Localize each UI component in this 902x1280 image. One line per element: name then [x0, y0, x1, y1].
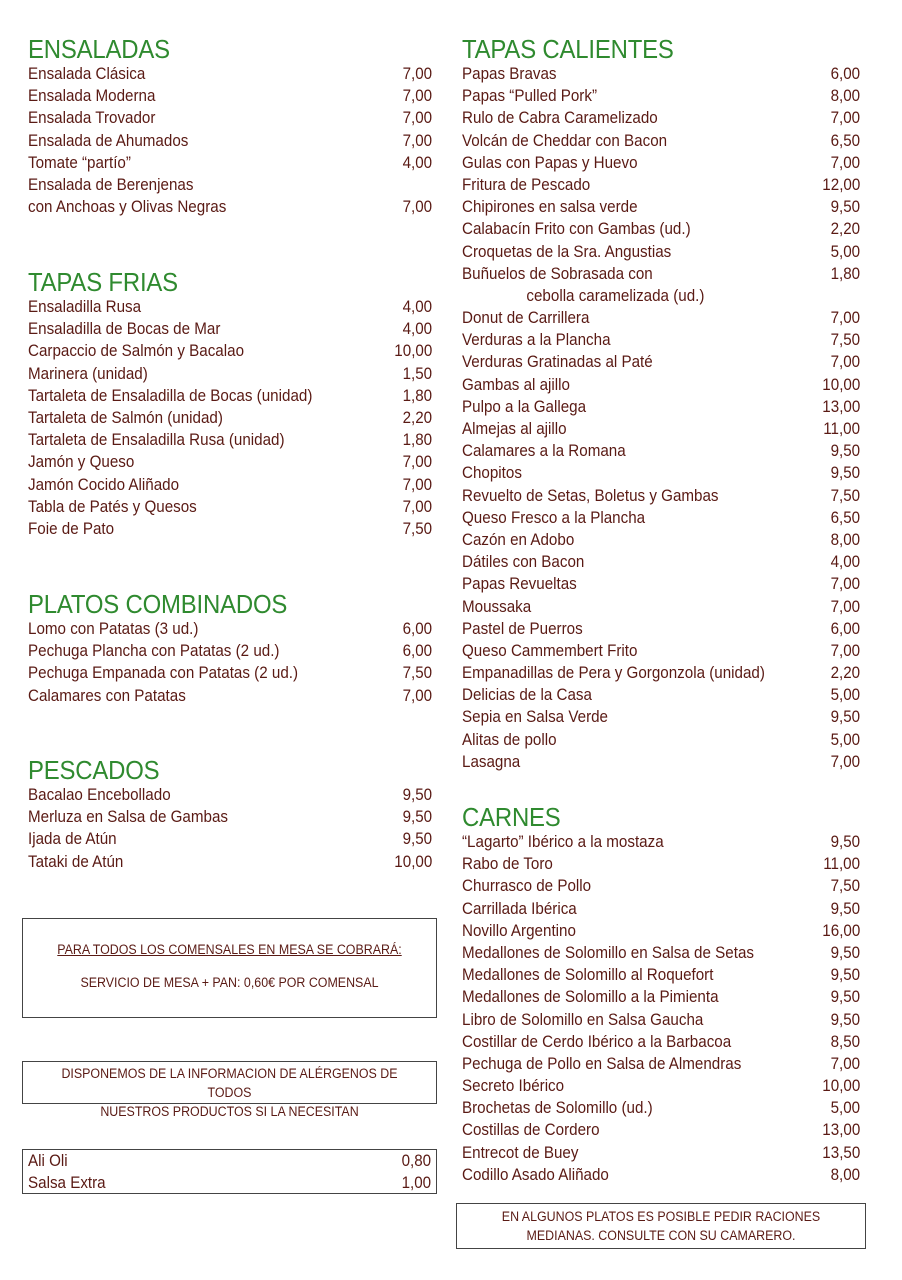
menu-item — [28, 296, 432, 318]
item-price: 10,00 — [394, 852, 432, 871]
allergens-line-2: NUESTROS PRODUCTOS SI LA NECESITAN — [100, 1104, 359, 1119]
item-price: 2,20 — [830, 220, 860, 239]
item-price: 7,00 — [402, 109, 432, 128]
item-name: Verduras Gratinadas al Paté — [462, 353, 653, 372]
item-price: 7,00 — [402, 453, 432, 472]
item-name: Rulo de Cabra Caramelizado — [462, 109, 658, 128]
menu-item — [28, 174, 432, 196]
menu-item — [28, 518, 432, 540]
item-price: 9,50 — [830, 198, 860, 217]
item-name: Medallones de Solomillo en Salsa de Setas — [462, 943, 754, 962]
menu-item — [462, 1031, 860, 1053]
item-price: 8,00 — [830, 87, 860, 106]
item-name: Foie de Pato — [28, 519, 115, 538]
section-carnes — [462, 803, 860, 1186]
item-name: Queso Cammembert Frito — [462, 641, 638, 660]
menu-item — [462, 218, 860, 240]
menu-item — [462, 485, 860, 507]
menu-item — [462, 351, 860, 373]
item-name: Queso Fresco a la Plancha — [462, 508, 646, 527]
menu-item — [462, 130, 860, 152]
item-price: 1,80 — [402, 431, 432, 450]
item-name: Secreto Ibérico — [462, 1077, 565, 1096]
menu-item — [28, 407, 432, 429]
item-name: Tartaleta de Salmón (unidad) — [28, 408, 223, 427]
item-price: 9,50 — [830, 833, 860, 851]
menu-item — [462, 462, 860, 484]
item-price: 7,00 — [830, 597, 860, 616]
item-price: 6,00 — [402, 642, 432, 661]
menu-item — [462, 1097, 860, 1119]
item-price: 1,50 — [402, 364, 432, 383]
item-name: Pastel de Puerros — [462, 619, 583, 638]
menu-item — [462, 640, 860, 662]
item-price: 9,50 — [830, 899, 860, 918]
item-price: 7,00 — [830, 641, 860, 660]
service-charge-notice — [22, 918, 437, 1018]
item-price: 5,00 — [830, 242, 860, 261]
menu-item — [28, 851, 432, 873]
menu-item — [28, 496, 432, 518]
menu-item — [462, 662, 860, 684]
item-price: 7,00 — [402, 131, 432, 150]
item-price: 10,00 — [822, 1077, 860, 1096]
item-price: 12,00 — [822, 175, 860, 194]
item-name: “Lagarto” Ibérico a la mostaza — [462, 833, 664, 851]
section-title: TAPAS FRIAS — [28, 267, 178, 297]
menu-item — [462, 440, 860, 462]
item-name: Tartaleta de Ensaladilla Rusa (unidad) — [28, 431, 285, 450]
menu-item — [28, 385, 432, 407]
menu-item — [28, 784, 432, 806]
item-price: 7,00 — [830, 309, 860, 328]
item-price: 9,50 — [830, 988, 860, 1007]
item-name: Pechuga de Pollo en Salsa de Almendras — [462, 1054, 742, 1073]
item-name: Chipirones en salsa verde — [462, 198, 638, 217]
item-name: Tartaleta de Ensaladilla de Bocas (unidad) — [28, 386, 313, 405]
menu-item — [462, 1009, 860, 1031]
section-title: ENSALADAS — [28, 34, 170, 64]
menu-item — [28, 662, 432, 684]
item-price: 13,00 — [822, 1121, 860, 1140]
item-price: 7,00 — [402, 497, 432, 516]
menu-item — [462, 285, 860, 307]
item-price: 4,00 — [830, 553, 860, 572]
item-name: Ijada de Atún — [28, 830, 117, 849]
menu-item — [462, 596, 860, 618]
service-charge-detail: SERVICIO DE MESA + PAN: 0,60€ POR COMENSAL — [80, 975, 379, 990]
item-price: 5,00 — [830, 1099, 860, 1118]
item-name: Calabacín Frito con Gambas (ud.) — [462, 220, 691, 239]
item-name: Entrecot de Buey — [462, 1143, 579, 1162]
menu-item — [462, 307, 860, 329]
menu-item — [462, 196, 860, 218]
menu-item — [462, 63, 860, 85]
item-price: 4,00 — [402, 153, 432, 172]
item-price: 6,50 — [830, 508, 860, 527]
item-name: Alitas de pollo — [462, 730, 557, 749]
item-name: Chopitos — [462, 464, 522, 483]
item-name: Pechuga Plancha con Patatas (2 ud.) — [28, 642, 280, 661]
menu-item — [462, 374, 860, 396]
menu-item — [462, 853, 860, 875]
item-price: 1,80 — [402, 386, 432, 405]
item-price: 5,00 — [830, 730, 860, 749]
half-portion-line-2: MEDIANAS. CONSULTE CON SU CAMARERO. — [526, 1228, 796, 1243]
item-name: Cazón en Adobo — [462, 530, 575, 549]
section-ensaladas — [28, 35, 432, 218]
section-title: PLATOS COMBINADOS — [28, 589, 288, 619]
item-name: Ensalada de Ahumados — [28, 131, 189, 150]
item-name: Calamares a la Romana — [462, 442, 626, 461]
item-name: Fritura de Pescado — [462, 175, 591, 194]
item-price: 9,50 — [830, 943, 860, 962]
item-name: Revuelto de Setas, Boletus y Gambas — [462, 486, 719, 505]
item-price: 9,50 — [830, 1010, 860, 1029]
section-title: PESCADOS — [28, 755, 160, 785]
item-name: Medallones de Solomillo a la Pimienta — [462, 988, 719, 1007]
item-price: 7,50 — [830, 331, 860, 350]
item-name: Croquetas de la Sra. Angustias — [462, 242, 672, 261]
menu-item — [462, 263, 860, 285]
item-price: 9,50 — [402, 786, 432, 804]
menu-item — [28, 363, 432, 385]
menu-item — [462, 618, 860, 640]
menu-item — [462, 729, 860, 751]
menu-item — [462, 1053, 860, 1075]
item-name: Sepia en Salsa Verde — [462, 708, 609, 727]
item-name: Pulpo a la Gallega — [462, 397, 587, 416]
item-price: 4,00 — [402, 298, 432, 316]
item-price: 10,00 — [822, 375, 860, 394]
menu-item — [28, 429, 432, 451]
menu-item — [462, 85, 860, 107]
menu-item — [28, 340, 432, 362]
item-price: 7,00 — [830, 153, 860, 172]
item-price: 7,00 — [402, 475, 432, 494]
item-name: Salsa Extra — [28, 1173, 106, 1192]
section-tapas-calientes — [462, 35, 860, 773]
item-name: Lomo con Patatas (3 ud.) — [28, 620, 199, 638]
item-name: Ensalada Clásica — [28, 65, 146, 83]
menu-item — [28, 85, 432, 107]
menu-item — [462, 1119, 860, 1141]
menu-item — [28, 828, 432, 850]
item-price: 0,80 — [401, 1152, 431, 1170]
menu-item — [462, 174, 860, 196]
item-price: 7,50 — [830, 877, 860, 896]
item-name: Buñuelos de Sobrasada con — [462, 264, 653, 283]
menu-item — [462, 684, 860, 706]
item-price: 8,00 — [830, 1165, 860, 1184]
item-price: 13,50 — [822, 1143, 860, 1162]
item-price: 7,00 — [830, 353, 860, 372]
menu-item — [28, 107, 432, 129]
item-name: Bacalao Encebollado — [28, 786, 171, 804]
menu-item — [28, 618, 432, 640]
menu-item — [462, 1142, 860, 1164]
menu-item — [28, 451, 432, 473]
allergens-notice — [22, 1061, 437, 1119]
item-name: Brochetas de Solomillo (ud.) — [462, 1099, 653, 1118]
menu-item — [28, 196, 432, 218]
item-price: 11,00 — [823, 855, 860, 874]
item-price: 7,50 — [830, 486, 860, 505]
item-name: Gambas al ajillo — [462, 375, 570, 394]
item-name: Ensaladilla de Bocas de Mar — [28, 320, 221, 339]
item-price: 7,50 — [402, 519, 432, 538]
menu-list — [28, 784, 432, 873]
item-name: Tataki de Atún — [28, 852, 124, 871]
item-name: Merluza en Salsa de Gambas — [28, 808, 228, 827]
item-name: Ensalada de Berenjenas — [28, 175, 194, 194]
item-price: 2,20 — [830, 664, 860, 683]
item-name: Empanadillas de Pera y Gorgonzola (unidad) — [462, 664, 765, 683]
item-name: con Anchoas y Olivas Negras — [28, 198, 227, 217]
item-name: Ensaladilla Rusa — [28, 298, 142, 316]
item-price: 9,50 — [830, 442, 860, 461]
menu-item — [462, 107, 860, 129]
menu-item — [462, 964, 860, 986]
item-price: 11,00 — [823, 420, 860, 438]
menu-item — [462, 396, 860, 418]
item-name: Tabla de Patés y Quesos — [28, 497, 197, 516]
menu-item — [28, 806, 432, 828]
item-price: 7,00 — [830, 109, 860, 128]
item-name: Carpaccio de Salmón y Bacalao — [28, 342, 245, 361]
section-tapas-frias — [28, 268, 432, 540]
item-name: Jamón y Queso — [28, 453, 135, 472]
item-name: Carrillada Ibérica — [462, 899, 577, 918]
item-price: 7,00 — [830, 1054, 860, 1073]
item-price: 10,00 — [394, 342, 432, 361]
item-price: 4,00 — [402, 320, 432, 339]
item-price: 7,00 — [830, 575, 860, 594]
service-charge-heading: PARA TODOS LOS COMENSALES EN MESA SE COBRARÁ: — [57, 942, 402, 957]
menu-item — [462, 751, 860, 773]
item-name: Rabo de Toro — [462, 855, 553, 874]
item-name: Tomate “partío” — [28, 153, 131, 172]
item-price: 6,00 — [830, 619, 860, 638]
item-name: Verduras a la Plancha — [462, 331, 611, 350]
section-pescados — [28, 756, 432, 873]
allergens-line-1: DISPONEMOS DE LA INFORMACION DE ALÉRGENOS DE TODOS — [61, 1066, 398, 1100]
menu-item — [462, 942, 860, 964]
section-platos-combinados — [28, 590, 432, 707]
item-name: Ensalada Trovador — [28, 109, 156, 128]
menu-list — [462, 831, 860, 1186]
item-name: Costillar de Cerdo Ibérico a la Barbacoa — [462, 1032, 732, 1051]
item-price: 8,50 — [830, 1032, 860, 1051]
menu-item — [462, 831, 860, 853]
section-title: TAPAS CALIENTES — [462, 34, 674, 64]
item-name: Almejas al ajillo — [462, 420, 567, 438]
item-name: cebolla caramelizada (ud.) — [526, 286, 705, 305]
menu-list — [28, 296, 432, 540]
item-name: Jamón Cocido Aliñado — [28, 475, 180, 494]
item-name: Libro de Solomillo en Salsa Gaucha — [462, 1010, 704, 1029]
menu-item — [462, 418, 860, 440]
menu-item — [28, 685, 432, 707]
menu-item — [462, 986, 860, 1008]
item-name: Gulas con Papas y Huevo — [462, 153, 638, 172]
menu-item — [462, 573, 860, 595]
section-title: CARNES — [462, 802, 561, 832]
item-name: Lasagna — [462, 752, 521, 771]
item-name: Novillo Argentino — [462, 921, 576, 940]
menu-item — [462, 875, 860, 897]
item-price: 7,50 — [402, 664, 432, 683]
item-name: Medallones de Solomillo al Roquefort — [462, 966, 714, 985]
half-portion-line-1: EN ALGUNOS PLATOS ES POSIBLE PEDIR RACIONES — [501, 1209, 821, 1224]
item-name: Marinera (unidad) — [28, 364, 148, 383]
item-price: 9,50 — [402, 830, 432, 849]
menu-list — [462, 63, 860, 773]
item-name: Papas Revueltas — [462, 575, 577, 594]
menu-item — [462, 898, 860, 920]
menu-item — [462, 551, 860, 573]
menu-item — [462, 920, 860, 942]
item-name: Costillas de Cordero — [462, 1121, 600, 1140]
half-portion-notice — [456, 1203, 866, 1249]
item-price: 1,00 — [401, 1173, 431, 1192]
item-price: 7,00 — [402, 198, 432, 217]
item-name: Calamares con Patatas — [28, 686, 186, 705]
menu-item — [28, 640, 432, 662]
menu-list — [28, 618, 432, 707]
menu-item — [28, 63, 432, 85]
item-price: 8,00 — [830, 530, 860, 549]
menu-item — [462, 329, 860, 351]
item-name: Donut de Carrillera — [462, 309, 590, 328]
item-name: Papas Bravas — [462, 65, 557, 83]
item-price: 7,00 — [402, 87, 432, 106]
item-price: 6,50 — [830, 131, 860, 150]
item-price: 2,20 — [402, 408, 432, 427]
menu-item — [28, 474, 432, 496]
menu-item — [462, 529, 860, 551]
item-price: 6,00 — [830, 65, 860, 83]
item-price: 16,00 — [822, 921, 860, 940]
menu-item — [462, 706, 860, 728]
menu-item — [462, 241, 860, 263]
item-price: 9,50 — [830, 708, 860, 727]
menu-item — [28, 318, 432, 340]
item-price: 7,00 — [830, 752, 860, 771]
menu-item — [462, 507, 860, 529]
item-price: 9,50 — [402, 808, 432, 827]
item-price: 9,50 — [830, 464, 860, 483]
menu-item — [28, 152, 432, 174]
item-price: 9,50 — [830, 966, 860, 985]
item-name: Codillo Asado Aliñado — [462, 1165, 609, 1184]
item-price: 6,00 — [402, 620, 432, 638]
extras-box — [22, 1149, 437, 1194]
item-name: Dátiles con Bacon — [462, 553, 585, 572]
item-price: 5,00 — [830, 686, 860, 705]
menu-item — [462, 152, 860, 174]
menu-item — [28, 1151, 431, 1173]
item-price: 13,00 — [822, 397, 860, 416]
item-name: Moussaka — [462, 597, 532, 616]
menu-item — [28, 1173, 431, 1195]
item-name: Ali Oli — [28, 1152, 68, 1170]
item-price: 1,80 — [830, 264, 860, 283]
item-price: 7,00 — [402, 686, 432, 705]
item-name: Pechuga Empanada con Patatas (2 ud.) — [28, 664, 299, 683]
item-name: Papas “Pulled Pork” — [462, 87, 598, 106]
item-price: 7,00 — [402, 65, 432, 83]
menu-item — [462, 1164, 860, 1186]
item-name: Volcán de Cheddar con Bacon — [462, 131, 668, 150]
menu-item — [462, 1075, 860, 1097]
item-name: Delicias de la Casa — [462, 686, 592, 705]
menu-list — [28, 63, 432, 218]
menu-item — [28, 130, 432, 152]
item-name: Churrasco de Pollo — [462, 877, 592, 896]
item-name: Ensalada Moderna — [28, 87, 156, 106]
